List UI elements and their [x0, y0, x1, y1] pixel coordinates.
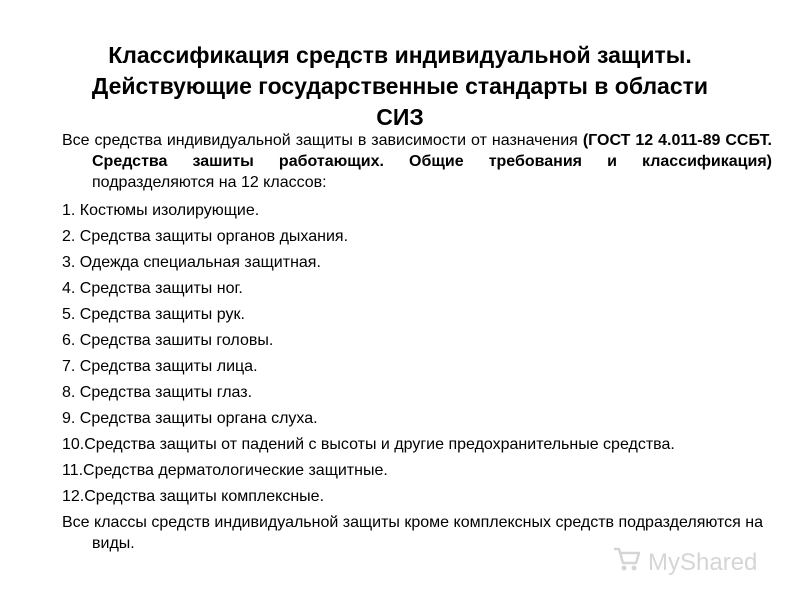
- title-line-3: СИЗ: [376, 104, 424, 130]
- list-item: 4. Средства защиты ног.: [62, 280, 243, 297]
- page-title: [20, 40, 780, 133]
- list-item: 8. Средства защиты глаз.: [62, 384, 253, 401]
- list-item: 7. Средства защиты лица.: [62, 358, 258, 375]
- list-item: 11.Средства дерматологические защитные.: [62, 462, 388, 479]
- intro-text-start: Все средства индивидуальной защиты в зависимости от назначения: [62, 132, 583, 149]
- title-line-1: Классификация средств индивидуальной защиты.: [108, 42, 692, 68]
- list-item: 2. Средства защиты органов дыхания.: [62, 228, 349, 245]
- list-item: 6. Средства зашиты головы.: [62, 332, 274, 349]
- intro-text-end: подразделяются на 12 классов:: [92, 174, 327, 191]
- intro-standard-reference: (ГОСТ 12 4.011-89 ССБТ. Средства зашиты работающих. Общие требования и классификация): [92, 132, 772, 170]
- outro-paragraph: Все классы средств индивидуальной защиты кроме комплексных средств подразделяются на виды.: [62, 514, 763, 552]
- list-item: 10.Средства защиты от падений с высоты и другие предохранительные средства.: [62, 436, 675, 453]
- list-item: 1. Костюмы изолирующие.: [62, 202, 260, 219]
- watermark-text: MyShared: [648, 548, 758, 576]
- title-line-2: Действующие государственные стандарты в области: [91, 73, 709, 99]
- list-item: 12.Средства защиты комплексные.: [62, 488, 325, 505]
- intro-paragraph: [62, 130, 772, 193]
- list-item: 9. Средства защиты органа слуха.: [62, 410, 318, 427]
- slide-body: [62, 130, 772, 554]
- classes-list: [62, 200, 772, 507]
- list-item: 3. Одежда специальная защитная.: [62, 254, 321, 271]
- list-item: 5. Средства защиты рук.: [62, 306, 245, 323]
